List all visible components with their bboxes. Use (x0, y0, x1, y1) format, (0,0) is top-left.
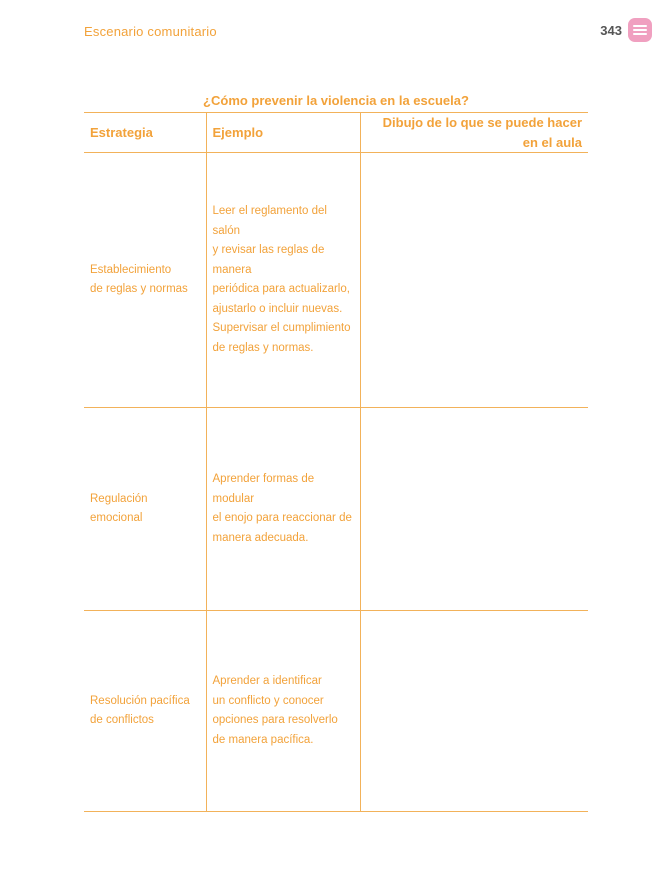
example-cell (206, 408, 360, 611)
example-line: de manera pacífica. (212, 733, 314, 746)
drawing-area[interactable] (360, 153, 588, 408)
example-cell (206, 611, 360, 812)
section-title: Escenario comunitario (84, 24, 217, 39)
example-line: Leer el reglamento del salón (212, 205, 327, 237)
strategy-line: Regulación emocional (90, 492, 148, 524)
example-line: Aprender formas de modular (212, 473, 315, 505)
strategy-line: de conflictos (90, 714, 154, 726)
example-line: ajustarlo o incluir nuevas. (212, 302, 343, 315)
example-line: periódica para actualizarlo, (212, 283, 350, 295)
example-cell (206, 153, 360, 408)
strategy-table (84, 112, 588, 812)
example-line: manera adecuada. (212, 531, 309, 544)
example-line: opciones para resolverlo (212, 714, 338, 726)
book-badge-icon (628, 18, 652, 42)
example-line: y revisar las reglas de manera (212, 244, 325, 276)
column-header-example: Ejemplo (206, 113, 360, 153)
table-row (84, 611, 588, 812)
column-header-drawing: Dibujo de lo que se puede hacer en el aula (360, 113, 588, 153)
table-title: ¿Cómo prevenir la violencia en la escuela? (203, 93, 469, 108)
table-row (84, 408, 588, 611)
drawing-area[interactable] (360, 408, 588, 611)
strategy-cell (84, 611, 206, 812)
strategy-line: Establecimiento (90, 263, 172, 276)
example-line: Supervisar el cumplimiento (212, 322, 351, 334)
table-header-row (84, 113, 588, 153)
strategy-line: Resolución pacífica (90, 694, 190, 707)
strategy-cell (84, 153, 206, 408)
drawing-area[interactable] (360, 611, 588, 812)
example-line: el enojo para reaccionar de (212, 512, 352, 524)
page-number: 343 (600, 23, 622, 38)
example-line: un conflicto y conocer (212, 694, 324, 707)
example-line: de reglas y normas. (212, 341, 314, 354)
strategy-cell (84, 408, 206, 611)
strategy-line: de reglas y normas (90, 283, 188, 295)
table-row (84, 153, 588, 408)
example-line: Aprender a identificar (212, 675, 322, 687)
column-header-strategy: Estrategia (84, 113, 206, 153)
